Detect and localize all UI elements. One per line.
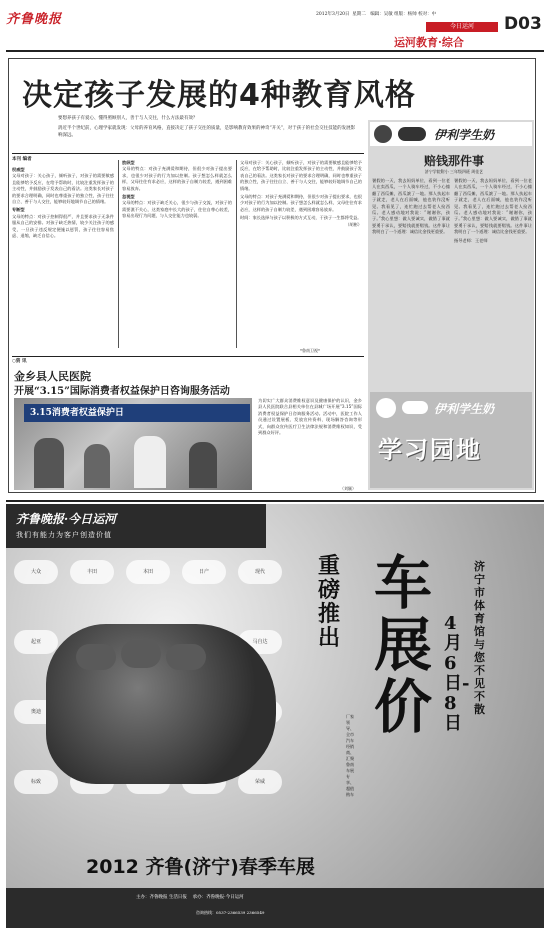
news-rule — [12, 356, 364, 357]
article-col-2 — [122, 160, 232, 348]
ad-brand: 伊利学生奶 — [434, 402, 495, 416]
essay-title: 赔钱那件事 — [423, 154, 484, 168]
car-brand-logo: 马自达 — [238, 630, 282, 654]
section-heading: 放纵型 — [122, 160, 135, 165]
section-heading: 权威型 — [12, 167, 25, 172]
ad-logo-icon — [376, 398, 396, 418]
section-body: 父母对孩子：关心孩子，倾听孩子，对孩子的需要敏感且能够给予反应，在给予帮助时，比较注重发挥孩子的主动性，并鼓励孩子发表自己的看法。这类家长对孩子的要求合理明确，同时也尊重孩子的独立性，孩子往往自立、善于与人交往，能够较好地调节自己的情绪。 — [12, 173, 114, 205]
page-number: D03 — [504, 14, 542, 34]
masthead — [6, 6, 546, 48]
col-divider — [236, 160, 237, 348]
ad-masthead-bar — [6, 504, 266, 548]
fist-knuckle — [121, 640, 161, 668]
car-brand-logo: 奥迪 — [14, 700, 58, 724]
slogan-2: 重磅推出 — [318, 553, 341, 651]
article-note: 时间：家长选择与孩子以积极的方式互动，于孩子一生都将受益。 — [240, 215, 362, 221]
car-brand-logo: 标致 — [14, 770, 58, 794]
expo-ad — [6, 504, 544, 928]
header-rule — [6, 50, 544, 52]
brand-badge-icon — [398, 127, 426, 141]
car-brand-logo: 日产 — [182, 560, 226, 584]
article-byline: 本刊 编者 — [12, 157, 32, 162]
section-body: 父母的特点：对孩子充满爱和期待，但很少对孩子提出要求，也很少对孩子的行为加以控制。孩子想怎么样就怎么样，父母往往有求必应，这样的孩子自制力较差，遇到困难容易放弃。 — [240, 194, 362, 212]
side-text: 厂家领导、全市汽车经销商、汇聚鲁南 车展专享、超值购车 — [346, 714, 354, 797]
issue-date: 2012年3月20日 星期二 编辑：吴敏 组版：杨帅 校对：中 — [316, 12, 437, 17]
car-brand-logo: 本田 — [126, 560, 170, 584]
section-body: 父母的特点：对孩子缺乏关心，很少与孩子交流，对孩子的需要漠不关心，这类家庭中长大的孩子，往往自尊心较差，容易出现行为问题，与人交往能力也较弱。 — [122, 200, 232, 219]
col-divider — [118, 160, 119, 348]
car-brand-logo: 现代 — [238, 560, 282, 584]
ad-divider — [6, 500, 544, 502]
section-body: 父母的特点：对孩子控制得很严，并且要求孩子无条件服从自己的安排。对孩子缺乏热情，较少关注孩子的感受，一旦孩子违反规定便施以惩罚，孩子往往容易焦虑、退缩，缺乏自信心。 — [12, 213, 114, 239]
photo-banner: 3.15消费者权益保护日 — [24, 404, 250, 422]
car-brand-logo: 荣威 — [238, 770, 282, 794]
ad-footer-bar — [6, 888, 544, 928]
news-body: 为切实广大群众消费维权意识及健康保护的认识，金乡县人民医院联合县相关单位在县城广场开展“3.15”国际消费者权益保护日咨询服务活动。活动中，医院工作人员通过设置展板、发放宣传资料、现场解答咨询等形式，向群众宣传医疗卫生法律法规和消费维权知识，受到群众好评。 — [258, 398, 362, 436]
section-body: 父母对孩子：关心孩子，倾听孩子，对孩子的需要敏感且能够给予反应，在给予帮助时，比较注重发挥孩子的主动性，并鼓励孩子发表自己的看法。这类家长对孩子的要求合理明确，同时也尊重孩子的独立性，孩子往往自立、善于与人交往，能够较好地调节自己的情绪。 — [240, 160, 362, 191]
article-col-3 — [240, 160, 362, 348]
essay-col-1: 暑假的一天，我去妈妈单位，看到一位老人在卖西瓜，一个人骑车经过，不小心撞翻了西瓜摊，西瓜滚了一地。那人扶起车子就走，老人在后面喊，他也装作没听见。我看见了，连忙跑过去帮老人捡西瓜。老人感动地对我说：“谢谢你，孩子。”我心里想：做人要诚实，做错了事就要勇于承认，要赔钱就要赔钱。这件事让我明白了一个道理：诚信比金钱更重要。 — [372, 178, 450, 235]
news-photo — [14, 398, 252, 490]
section-body: 父母的特点：对孩子充满爱和期待，但很少对孩子提出要求，也很少对孩子的行为加以控制。孩子想怎么样就怎么样，父母往往有求必应，这样的孩子自制力较差，遇到困难容易放弃。 — [122, 166, 232, 191]
section-heading: 专断型 — [12, 207, 25, 213]
car-brand-logo: 大众 — [14, 560, 58, 584]
article-footnote: *鲁南卫视* — [300, 348, 320, 353]
venue: 济宁市体育馆与您不见不散 — [474, 560, 485, 716]
essay-byline: 济宁学院附小 三年级四班 周佳艺 — [424, 169, 484, 174]
ad-masthead: 齐鲁晚报·今日运河 — [16, 512, 117, 526]
event-title: 2012 齐鲁(济宁)春季车展 — [86, 856, 315, 878]
article-headline: 决定孩子发展的4种教育风格 — [22, 78, 416, 113]
sidebar-brand: 伊利学生奶 — [434, 128, 495, 142]
car-brand-logo: 丰田 — [70, 560, 114, 584]
article-source: （胡彬） — [345, 221, 362, 227]
fist-knuckle — [166, 644, 206, 670]
news-kicker: ○资 讯 — [12, 359, 27, 364]
sidebar-brand-bar — [370, 122, 532, 146]
ad-organizers: 主办：齐鲁晚报 生活日报 承办：齐鲁晚报·今日运河 — [136, 895, 244, 900]
news-reporter: （刘颖） — [340, 486, 356, 491]
sidebar-ad-banner — [370, 392, 532, 488]
fist-knuckle — [76, 644, 116, 670]
corner-title: 学习园地 — [378, 435, 482, 464]
news-headline-2: 开展“3.15”国际消费者权益保护日咨询服务活动 — [14, 386, 230, 397]
section-title: 运河教育·综合 — [394, 36, 464, 49]
ad-badge-icon — [402, 401, 428, 414]
car-brand-logo: 起亚 — [14, 630, 58, 654]
brand-logo-icon — [374, 125, 392, 143]
section-tag: 今日运河 — [426, 22, 498, 32]
subhead-rule — [12, 153, 364, 154]
section-heading: 忽视型 — [122, 194, 135, 200]
event-dates: 4月6日-8日 — [444, 613, 470, 734]
news-headline-1: 金乡县人民医院 — [14, 370, 91, 383]
article-subhead: 要想养孩子有爱心、懂得照顾别人，善于与人交往，什么方法最有效？ 鸽近半个世纪前，心理学家就发现：父母的养育风格，直接决定了孩子交往的质量，是影响教育效果的神奇“开关”，对于孩子的社会交往技能的发展影响深远。 — [58, 116, 356, 138]
paper-logo: 齐鲁晚报 — [6, 12, 63, 27]
ad-slogan: 我们有能力为客户创造价值 — [16, 531, 112, 539]
essay-col-2: 暑假的一天，我去妈妈单位，看到一位老人在卖西瓜，一个人骑车经过，不小心撞翻了西瓜摊，西瓜滚了一地。那人扶起车子就走，老人在后面喊，他也装作没听见。我看见了，连忙跑过去帮老人捡西瓜。老人感动地对我说：“谢谢你，孩子。”我心里想：做人要诚实，做错了事就要勇于承认，要赔钱就要赔钱。这件事让我明白了一个道理：诚信比金钱更重要。 指导老师：王老师 — [454, 178, 532, 243]
ad-hotline: 咨询热线：0537-2366539 2366549 — [196, 910, 265, 915]
article-col-1 — [12, 167, 114, 345]
big-title: 车展价 — [374, 549, 433, 741]
